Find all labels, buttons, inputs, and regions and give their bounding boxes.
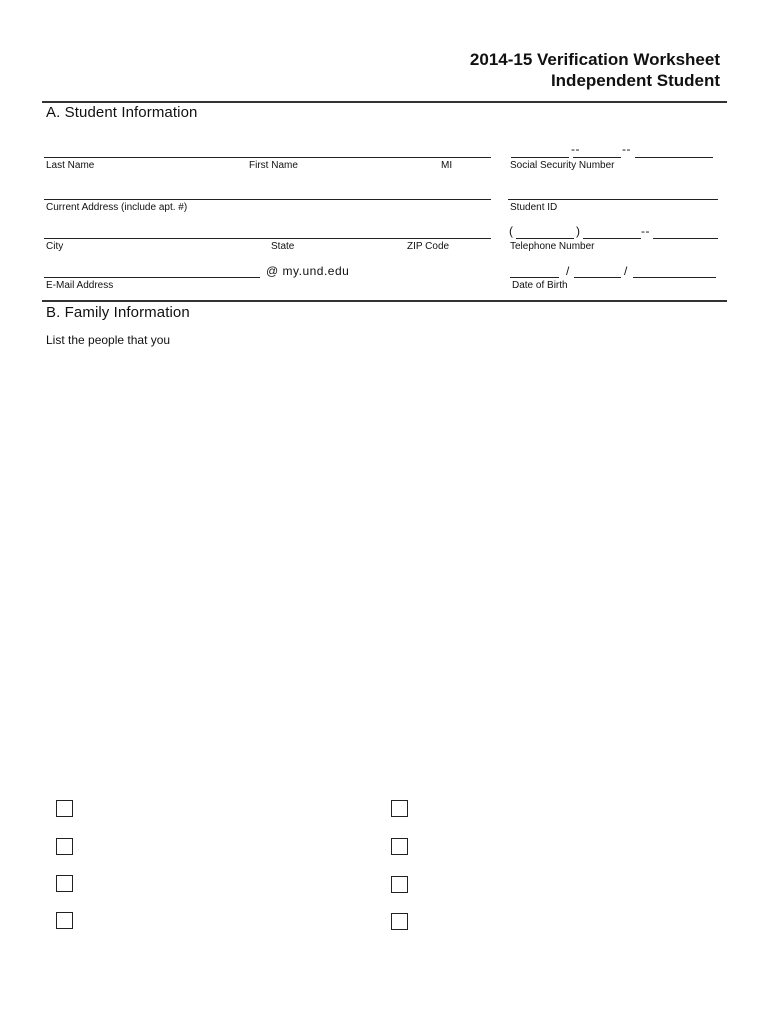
checkbox-right-2[interactable] (391, 838, 408, 855)
phone-open-paren: ( (509, 224, 514, 238)
student-id-label: Student ID (510, 202, 558, 213)
ssn-part1-field[interactable] (511, 157, 569, 158)
mi-label: MI (441, 160, 453, 171)
dob-day-field[interactable] (574, 277, 621, 278)
ssn-label: Social Security Number (510, 160, 615, 171)
worksheet-title: 2014-15 Verification Worksheet (469, 50, 720, 69)
dob-separator-2: / (624, 264, 628, 278)
address-label: Current Address (include apt. #) (46, 202, 188, 213)
ssn-separator-2: -- (622, 142, 631, 156)
checkbox-left-2[interactable] (56, 838, 73, 855)
worksheet-subtitle: Independent Student (550, 71, 720, 90)
email-label: E-Mail Address (46, 280, 114, 291)
section-b-intro: List the people that you (46, 333, 171, 347)
address-field[interactable] (44, 199, 491, 200)
section-b-heading: B. Family Information (46, 304, 190, 321)
section-a-heading: A. Student Information (46, 104, 198, 121)
last-name-label: Last Name (46, 160, 95, 171)
checkbox-right-3[interactable] (391, 876, 408, 893)
section-a-rule (42, 101, 727, 103)
checkbox-left-4[interactable] (56, 912, 73, 929)
ssn-separator-1: -- (571, 142, 580, 156)
dob-month-field[interactable] (510, 277, 559, 278)
phone-line-field[interactable] (653, 238, 718, 239)
checkbox-left-3[interactable] (56, 875, 73, 892)
phone-separator: -- (641, 224, 650, 238)
dob-year-field[interactable] (633, 277, 716, 278)
checkbox-right-4[interactable] (391, 913, 408, 930)
dob-separator-1: / (566, 264, 570, 278)
phone-close-paren: ) (576, 224, 581, 238)
city-label: City (46, 241, 64, 252)
email-field[interactable] (44, 277, 260, 278)
ssn-part3-field[interactable] (635, 157, 713, 158)
name-field-line[interactable] (44, 157, 491, 158)
ssn-part2-field[interactable] (573, 157, 621, 158)
checkbox-left-1[interactable] (56, 800, 73, 817)
first-name-label: First Name (249, 160, 298, 171)
phone-prefix-field[interactable] (583, 238, 641, 239)
section-b-rule (42, 300, 727, 302)
email-domain: @ my.und.edu (266, 264, 350, 278)
phone-area-code-field[interactable] (516, 238, 574, 239)
zip-label: ZIP Code (407, 241, 450, 252)
checkbox-right-1[interactable] (391, 800, 408, 817)
dob-label: Date of Birth (512, 280, 568, 291)
student-id-field[interactable] (508, 199, 718, 200)
city-state-zip-field[interactable] (44, 238, 491, 239)
telephone-label: Telephone Number (510, 241, 595, 252)
state-label: State (271, 241, 295, 252)
